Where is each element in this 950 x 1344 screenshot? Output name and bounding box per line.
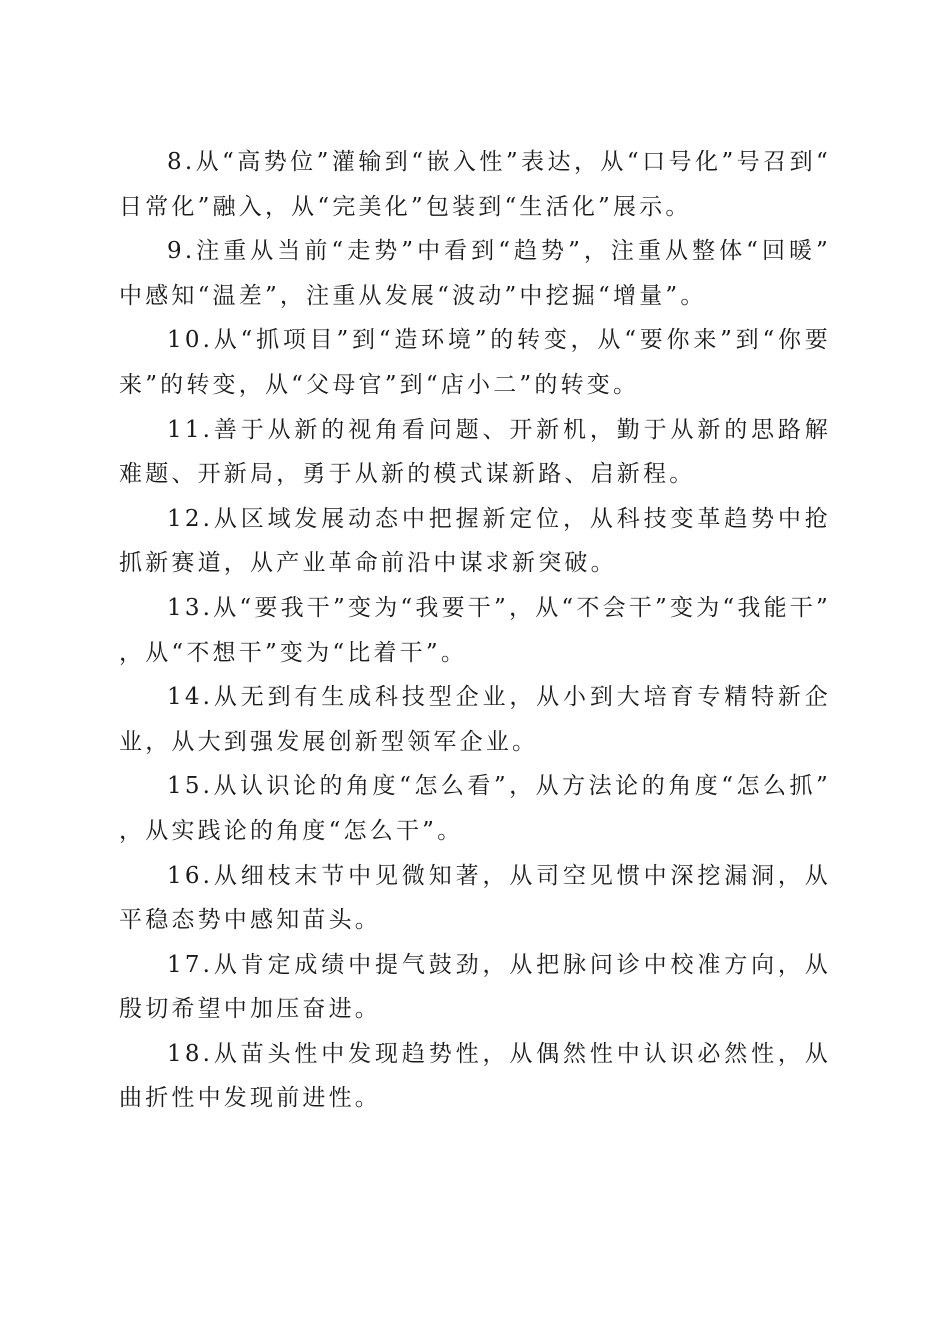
paragraph-item-11: 11.善于从新的视角看问题、开新机，勤于从新的思路解难题、开新局，勇于从新的模式谋新路、启新程。 — [119, 416, 831, 488]
document-body — [119, 140, 831, 1121]
paragraph-item-9: 9.注重从当前“走势”中看到“趋势”，注重从整体“回暖”中感知“温差”，注重从发展“波动”中挖掘“增量”。 — [119, 238, 831, 309]
paragraph-item-18: 18.从苗头性中发现趋势性，从偶然性中认识必然性，从曲折性中发现前进性。 — [119, 1040, 831, 1112]
paragraph-item-13: 13.从“要我干”变为“我要干”，从“不会干”变为“我能干”，从“不想干”变为“比着干”。 — [119, 594, 831, 666]
paragraph-item-8: 8.从“高势位”灌输到“嵌入性”表达，从“口号化”号召到“日常化”融入，从“完美化”包装到“生活化”展示。 — [119, 149, 831, 220]
paragraph-item-15: 15.从认识论的角度“怎么看”，从方法论的角度“怎么抓”，从实践论的角度“怎么干”。 — [119, 773, 831, 844]
paragraph-item-17: 17.从肯定成绩中提气鼓劲，从把脉问诊中校准方向，从殷切希望中加压奋进。 — [119, 951, 831, 1023]
paragraph-item-14: 14.从无到有生成科技型企业，从小到大培育专精特新企业，从大到强发展创新型领军企业。 — [119, 684, 831, 755]
paragraph-item-12: 12.从区域发展动态中把握新定位，从科技变革趋势中抢抓新赛道，从产业革命前沿中谋求新突破。 — [119, 505, 831, 577]
paragraph-item-16: 16.从细枝末节中见微知著，从司空见惯中深挖漏洞，从平稳态势中感知苗头。 — [119, 862, 831, 934]
paragraph-item-10: 10.从“抓项目”到“造环境”的转变，从“要你来”到“你要来”的转变，从“父母官”到“店小二”的转变。 — [119, 327, 831, 398]
